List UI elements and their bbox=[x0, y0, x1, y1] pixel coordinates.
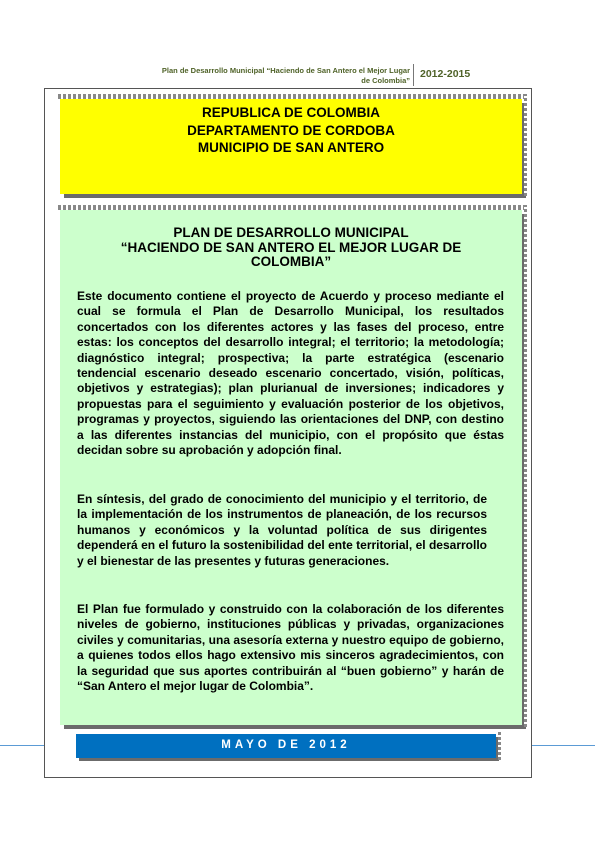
summary-paragraph-1: Este documento contiene el proyecto de Acuerdo y proceso mediante el cual se formula el Plan de Desarrollo Municipal, los resultados concertados con los diferentes actores y las fases del proceso, entre estas: los conceptos del desarrollo integral; el territorio; la metodología; diagnóstico integral; prospectiva; la parte estratégica (escenario tendencial escenario deseado escenario concertado, visión, políticas, objetivos y estrategias); plan plurianual de inversiones; indicadores y propuestas para el seguimiento y evaluación posterior de los objetivos, programas y proyectos, siguiendo las orientaciones del DNP, con destino a las diferentes instancias del municipio, con el propósito que éstas decidan sobre su aprobación y adopción final. bbox=[77, 289, 504, 458]
summary-paragraph-3: El Plan fue formulado y construido con la colaboración de los diferentes niveles de gobierno, instituciones públicas y privadas, organizaciones civiles y comunitarias, una asesoría externa y nuestro equipo de gobierno, a quienes todos ellos hago extensivo mis sinceros agradecimientos, con la seguridad que sus aportes contribuirán al “buen gobierno” y harán de “San Antero el mejor lugar de Colombia”. bbox=[77, 602, 504, 694]
running-header-title bbox=[112, 66, 410, 86]
plan-summary-box bbox=[60, 210, 522, 725]
institution-line-country: REPUBLICA DE COLOMBIA bbox=[202, 105, 380, 120]
plan-title-line-2: “HACIENDO DE SAN ANTERO EL MEJOR LUGAR DE bbox=[120, 239, 462, 255]
right-rule bbox=[532, 745, 595, 746]
institution-heading bbox=[60, 104, 522, 157]
plan-title bbox=[60, 226, 522, 270]
plan-title-line-1: PLAN DE DESARROLLO MUNICIPAL bbox=[173, 225, 409, 240]
date-banner bbox=[76, 734, 496, 758]
running-header-years: 2012-2015 bbox=[420, 68, 471, 80]
institution-line-municipality: MUNICIPIO DE SAN ANTERO bbox=[197, 140, 385, 155]
institution-box bbox=[60, 99, 522, 194]
header-divider bbox=[413, 64, 414, 86]
running-header-line-1: Plan de Desarrollo Municipal “Haciendo de San Antero el Mejor Lugar bbox=[161, 66, 410, 75]
summary-paragraph-2: En síntesis, del grado de conocimiento del municipio y el territorio, de la implementación de los instrumentos de planeación, de los recursos humanos y económicos y la voluntad política de sus dirigentes dependerá en el futuro la sostenibilidad del ente territorial, el desarrollo y el bienestar de las presentes y futuras generaciones. bbox=[77, 492, 487, 568]
institution-line-department: DEPARTAMENTO DE CORDOBA bbox=[187, 122, 395, 138]
plan-title-line-3: COLOMBIA” bbox=[250, 254, 332, 269]
left-rule bbox=[0, 745, 44, 746]
publication-date: MAYO DE 2012 bbox=[221, 739, 351, 751]
running-header-line-2: de Colombia” bbox=[361, 76, 410, 85]
